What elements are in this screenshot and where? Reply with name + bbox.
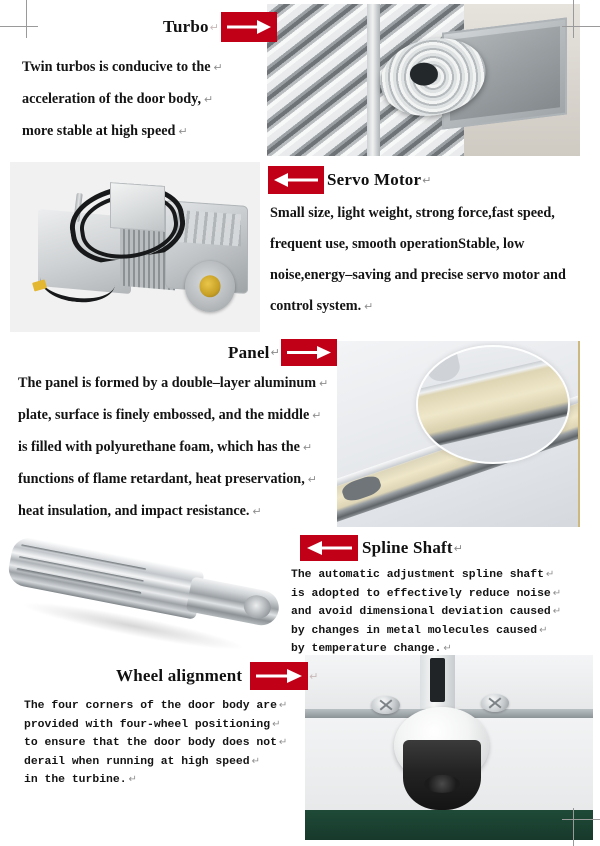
body-spline-shaft bbox=[291, 566, 561, 659]
body-line: frequent use, smooth operationStable, low bbox=[270, 236, 525, 252]
body-line: Twin turbos is conducive to the ↵ bbox=[22, 59, 223, 75]
pilcrow-mark: ↵ bbox=[453, 542, 463, 555]
arrow-left-icon bbox=[300, 535, 358, 561]
screw-icon bbox=[371, 696, 400, 715]
heading-wheel-alignment bbox=[116, 662, 318, 690]
body-line: by changes in metal molecules caused ↵ bbox=[291, 624, 548, 637]
pilcrow-mark: ↵ bbox=[270, 347, 280, 359]
body-line: noise,energy–saving and precise servo motor and bbox=[270, 267, 566, 283]
body-line: to ensure that the door body does not ↵ bbox=[24, 737, 288, 749]
wheel-image bbox=[305, 655, 593, 840]
pilcrow-mark: ↵ bbox=[422, 174, 432, 187]
body-line: provided with four-wheel positioning ↵ bbox=[24, 718, 281, 731]
servo-motor-image bbox=[10, 162, 260, 332]
body-line: Small size, light weight, strong force,fast speed, bbox=[270, 205, 555, 221]
body-line: is adopted to effectively reduce noise ↵ bbox=[291, 587, 562, 600]
body-line: The panel is formed by a double–layer aluminum ↵ bbox=[18, 375, 329, 391]
body-line: and avoid dimensional deviation caused ↵ bbox=[291, 606, 562, 618]
body-line: is filled with polyurethane foam, which has the ↵ bbox=[18, 439, 313, 455]
heading-turbo-label: Turbo bbox=[163, 17, 209, 36]
pilcrow-mark: ↵ bbox=[209, 21, 219, 34]
arrow-right-icon bbox=[221, 12, 277, 42]
body-line: in the turbine. ↵ bbox=[24, 774, 137, 786]
heading-wheel-alignment-label: Wheel alignment bbox=[116, 666, 243, 685]
body-line: functions of flame retardant, heat preservation, ↵ bbox=[18, 471, 317, 487]
arrow-right-icon bbox=[250, 662, 308, 690]
body-line: The four corners of the door body are ↵ bbox=[24, 700, 288, 712]
spline-shaft-image bbox=[2, 528, 287, 650]
crop-mark-top-left bbox=[0, 0, 38, 38]
body-line: control system. ↵ bbox=[270, 298, 374, 314]
body-line: plate, surface is finely embossed, and the middle ↵ bbox=[18, 407, 322, 423]
body-line: The automatic adjustment spline shaft ↵ bbox=[291, 569, 555, 581]
body-line: derail when running at high speed ↵ bbox=[24, 755, 260, 768]
body-turbo bbox=[22, 52, 223, 148]
heading-servo-motor-label: Servo Motor bbox=[327, 170, 422, 189]
heading-panel-label: Panel bbox=[228, 342, 270, 362]
heading-panel bbox=[228, 339, 337, 366]
body-wheel-alignment bbox=[24, 697, 287, 790]
crop-mark-bottom-right bbox=[562, 808, 600, 846]
body-line: by temperature change. ↵ bbox=[291, 643, 452, 655]
body-servo-motor bbox=[270, 198, 566, 323]
body-line: acceleration of the door body, ↵ bbox=[22, 91, 214, 107]
body-line: heat insulation, and impact resistance. ↵ bbox=[18, 503, 262, 519]
heading-servo-motor bbox=[268, 166, 431, 194]
turbo-image bbox=[267, 4, 580, 156]
body-panel bbox=[18, 368, 328, 528]
heading-turbo bbox=[163, 12, 277, 42]
pilcrow-mark: ↵ bbox=[309, 670, 319, 683]
crop-mark-top-right bbox=[562, 0, 600, 38]
arrow-left-icon bbox=[268, 166, 324, 194]
arrow-right-icon bbox=[281, 339, 337, 366]
panel-image bbox=[337, 341, 580, 527]
body-line: more stable at high speed ↵ bbox=[22, 123, 188, 139]
heading-spline-shaft-label: Spline Shaft bbox=[362, 538, 453, 557]
heading-spline-shaft bbox=[300, 535, 463, 561]
